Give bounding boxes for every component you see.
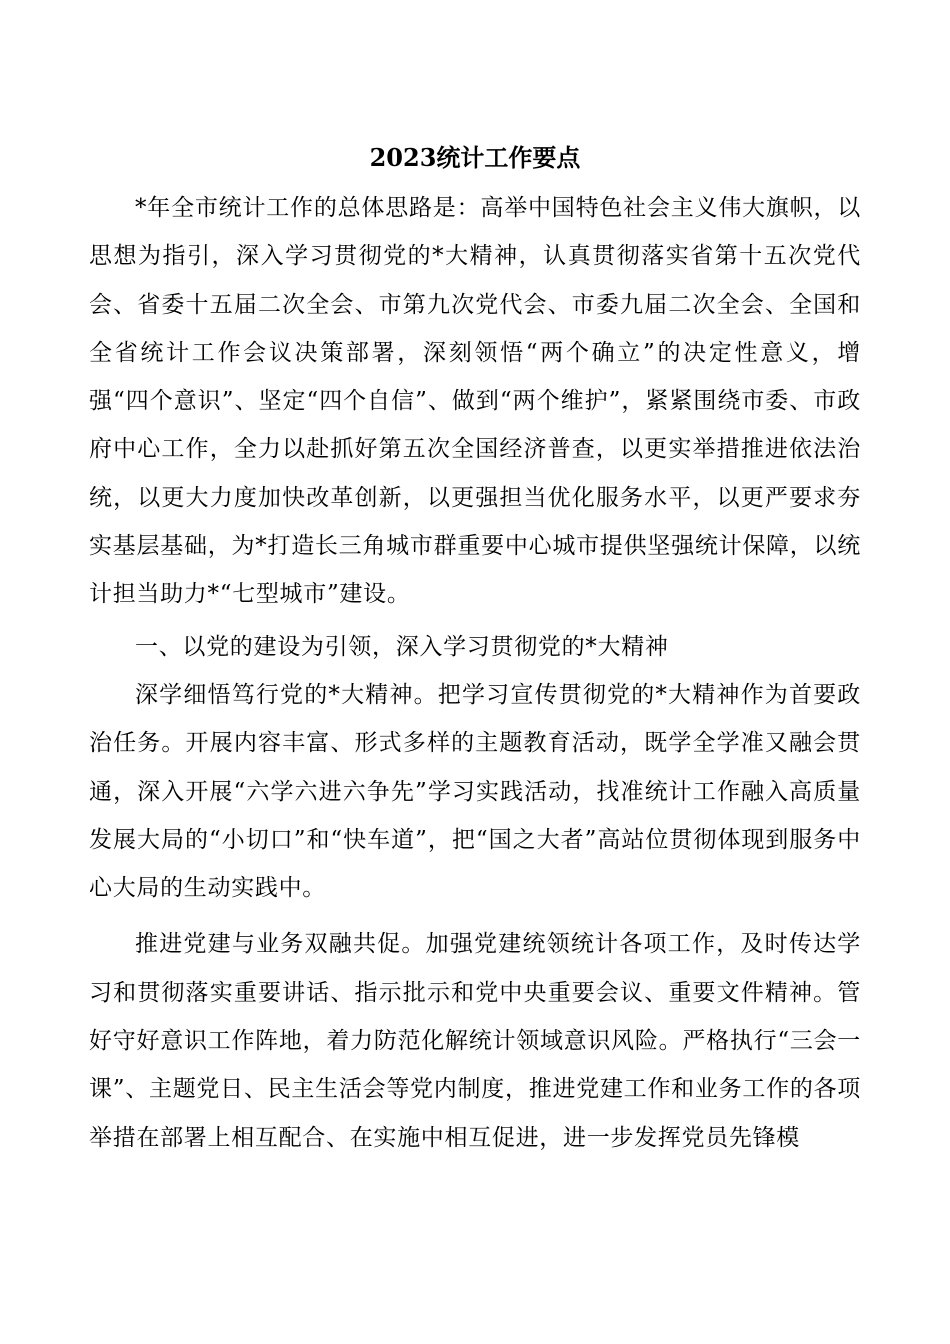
body-paragraph: 深学细悟笃行党的*大精神。把学习宣传贯彻党的*大精神作为首要政治任务。开展内容丰富、形式多样的主题教育活动，既学全学准又融会贯通，深入开展“六学六进六争先”学习实践活动，找准统计工作融入高质量发展大局的“小切口”和“快车道”，把“国之大者”高站位贯彻体现到服务中心大局的生动实践中。 [89,681,861,902]
intro-paragraph: *年全市统计工作的总体思路是：高举中国特色社会主义伟大旗帜，以思想为指引，深入学习贯彻党的*大精神，认真贯彻落实省第十五次党代会、省委十五届二次全会、市第九次党代会、市委九届二次全会、全国和全省统计工作会议决策部署，深刻领悟“两个确立”的决定性意义，增强“四个意识”、坚定“四个自信”、做到“两个维护”，紧紧围绕市委、市政府中心工作，全力以赴抓好第五次全国经济普查，以更实举措推进依法治统，以更大力度加快改革创新，以更强担当优化服务水平，以更严要求夯实基层基础，为*打造长三角城市群重要中心城市提供坚强统计保障，以统计担当助力*“七型城市”建设。 [89,195,861,608]
document-body [89,136,861,1162]
document-title: 2023统计工作要点 [369,143,581,172]
body-paragraph: 推进党建与业务双融共促。加强党建统领统计各项工作，及时传达学习和贯彻落实重要讲话、指示批示和党中央重要会议、重要文件精神。管好守好意识工作阵地，着力防范化解统计领域意识风险。严格执行“三会一课”、主题党日、民主生活会等党内制度，推进党建工作和业务工作的各项举措在部署上相互配合、在实施中相互促进，进一步发挥党员先锋模 [89,931,861,1151]
section-heading: 一、以党的建设为引领，深入学习贯彻党的*大精神 [135,633,669,660]
